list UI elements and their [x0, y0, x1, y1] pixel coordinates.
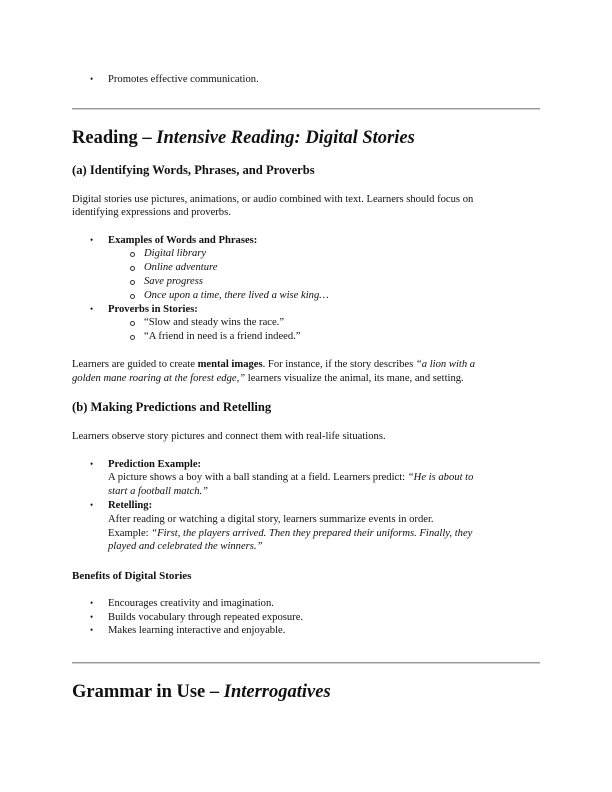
- paragraph-line: Learners observe story pictures and connect them with real-life situations.: [72, 431, 386, 442]
- paragraph-line: identifying expressions and proverbs.: [72, 207, 231, 218]
- italic-quote: start a football match.”: [108, 486, 209, 497]
- bullet-icon: •: [90, 598, 94, 608]
- list-label: Examples of Words and Phrases:: [108, 235, 258, 246]
- circle-bullet-icon: [130, 266, 135, 271]
- bullet-icon: •: [90, 235, 94, 245]
- circle-bullet-icon: [130, 294, 135, 299]
- list-item: Makes learning interactive and enjoyable.: [108, 625, 286, 636]
- circle-bullet-icon: [130, 335, 135, 340]
- title-italic: Interrogatives: [223, 682, 331, 702]
- subheading-b: (b) Making Predictions and Retelling: [72, 400, 272, 414]
- circle-bullet-icon: [130, 280, 135, 285]
- subheading-benefits: Benefits of Digital Stories: [72, 570, 192, 582]
- list-label: Proverbs in Stories:: [108, 304, 198, 315]
- italic-quote: “First, the players arrived. Then they prepared their uniforms. Finally, they: [151, 528, 473, 539]
- list-item: Promotes effective communication.: [108, 74, 259, 85]
- section-title-reading: [72, 127, 415, 149]
- title-prefix: Grammar in Use –: [72, 682, 224, 702]
- list-subitem: Save progress: [144, 276, 203, 287]
- list-item: Builds vocabulary through repeated exposure.: [108, 612, 304, 623]
- subheading-a: (a) Identifying Words, Phrases, and Proverbs: [72, 163, 315, 177]
- bullet-icon: •: [90, 74, 94, 84]
- italic-quote: played and celebrated the winners.”: [108, 541, 263, 552]
- text-span: Learners are guided to create: [72, 359, 198, 370]
- text-span: Example:: [108, 528, 152, 539]
- list-label: Prediction Example:: [108, 459, 202, 470]
- italic-quote: “a lion with a: [415, 359, 476, 370]
- text-span: learners visualize the animal, its mane, and setting.: [245, 373, 464, 384]
- divider: [72, 108, 540, 110]
- bullet-icon: •: [90, 625, 94, 635]
- bullet-icon: •: [90, 612, 94, 622]
- bullet-icon: •: [90, 500, 94, 510]
- paragraph-line: [108, 527, 472, 540]
- bullet-icon: •: [90, 459, 94, 469]
- text-span: A picture shows a boy with a ball standing at a field. Learners predict:: [108, 472, 408, 483]
- paragraph-line: Digital stories use pictures, animations, or audio combined with text. Learners should focus on: [72, 194, 474, 205]
- list-subitem: “Slow and steady wins the race.”: [144, 317, 285, 328]
- paragraph-line: After reading or watching a digital story, learners summarize events in order.: [108, 514, 434, 525]
- paragraph-line: [72, 372, 464, 385]
- title-italic: Intensive Reading: Digital Stories: [156, 128, 415, 148]
- paragraph-line: [108, 471, 473, 484]
- text-span: . For instance, if the story describes: [262, 359, 416, 370]
- list-subitem: Online adventure: [144, 262, 218, 273]
- circle-bullet-icon: [130, 252, 135, 257]
- bold-term: mental images: [197, 359, 263, 370]
- italic-quote: golden mane roaring at the forest edge,”: [72, 373, 246, 384]
- divider: [72, 662, 540, 664]
- title-prefix: Reading –: [72, 128, 157, 148]
- italic-quote: “He is about to: [407, 472, 474, 483]
- circle-bullet-icon: [130, 321, 135, 326]
- list-item: Encourages creativity and imagination.: [108, 598, 274, 609]
- paragraph-line: [72, 358, 475, 371]
- list-subitem: Once upon a time, there lived a wise king…: [144, 290, 329, 301]
- list-subitem: Digital library: [144, 248, 207, 259]
- list-subitem: “A friend in need is a friend indeed.”: [144, 331, 301, 342]
- section-title-grammar: [72, 681, 331, 703]
- bullet-icon: •: [90, 304, 94, 314]
- list-label: Retelling:: [108, 500, 153, 511]
